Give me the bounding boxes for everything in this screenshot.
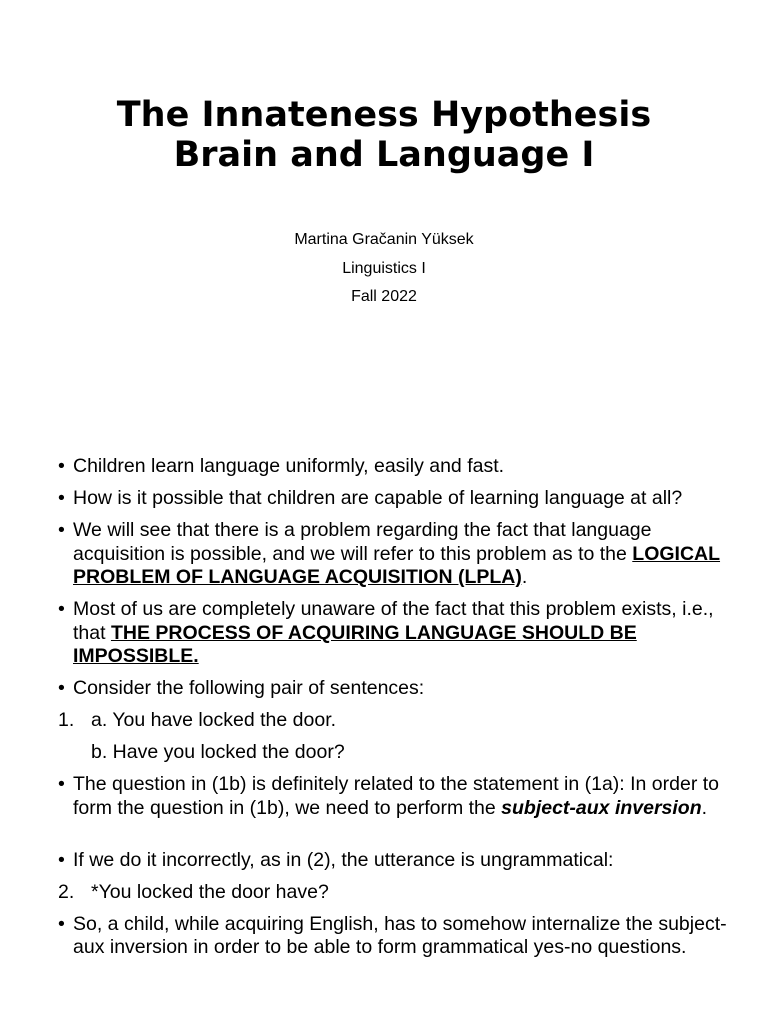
page-title xyxy=(0,95,768,175)
bullet-text: We will see that there is a problem regarding the fact that language acquisition is possible, and we will refer to this problem as to the xyxy=(73,519,652,565)
author-name: Martina Gračanin Yüksek xyxy=(294,231,474,248)
example-text: b. Have you locked the door? xyxy=(91,741,345,763)
example-item xyxy=(0,741,768,765)
bullet-marker: • xyxy=(58,455,65,477)
example-item xyxy=(0,881,768,905)
content-list xyxy=(0,455,768,968)
bullet-marker: • xyxy=(58,519,65,541)
bullet-text-end: . xyxy=(701,796,708,819)
bullet-marker: • xyxy=(58,912,65,935)
bullet-marker: • xyxy=(58,487,65,509)
bullet-marker: • xyxy=(58,848,65,871)
bullet-text-end: . xyxy=(521,566,528,588)
bullet-marker: • xyxy=(58,773,65,795)
bullet-marker: • xyxy=(58,598,65,620)
example-item xyxy=(0,709,768,733)
example-text: a. You have locked the door. xyxy=(91,709,337,731)
title-line-1: The Innateness Hypothesis xyxy=(116,95,652,135)
bullet-text: How is it possible that children are capable of learning language at all? xyxy=(73,487,683,509)
author-info xyxy=(0,229,768,315)
impossible-claim: THE PROCESS OF ACQUIRING LANGUAGE SHOULD BE IMPOSSIBLE. xyxy=(73,621,637,667)
course-name: Linguistics I xyxy=(342,259,426,277)
bullet-text: Consider the following pair of sentences: xyxy=(73,677,425,699)
bullet-item xyxy=(0,677,768,701)
bullet-item xyxy=(0,455,768,479)
bullet-item xyxy=(0,598,768,669)
bullet-item xyxy=(0,519,768,590)
bullet-text: So, a child, while acquiring English, has to somehow internalize the subject-aux inversion in order to be able to form grammatical yes-no questions. xyxy=(73,912,727,958)
example-text: *You locked the door have? xyxy=(91,880,329,903)
bullet-text: The question in (1b) is definitely related to the statement in (1a): In order to form the question in (1b), we need to perform the xyxy=(73,773,720,819)
example-number: 1. xyxy=(58,709,75,731)
bullet-item xyxy=(0,913,768,960)
example-number: 2. xyxy=(58,880,75,903)
title-line-2: Brain and Language I xyxy=(173,135,595,175)
bullet-item xyxy=(0,849,768,873)
bullet-text: If we do it incorrectly, as in (2), the utterance is ungrammatical: xyxy=(73,848,614,871)
subject-aux-term: subject-aux inversion xyxy=(501,796,702,819)
bullet-item xyxy=(0,487,768,511)
lpla-term: LOGICAL PROBLEM OF LANGUAGE ACQUISITION (LPLA) xyxy=(73,542,721,588)
bullet-text: Most of us are completely unaware of the fact that this problem exists, i.e., that xyxy=(73,598,714,644)
bullet-item xyxy=(0,773,768,820)
term: Fall 2022 xyxy=(351,288,417,305)
spacer xyxy=(0,829,768,849)
bullet-marker: • xyxy=(58,677,65,699)
bullet-text: Children learn language uniformly, easily and fast. xyxy=(73,455,505,477)
